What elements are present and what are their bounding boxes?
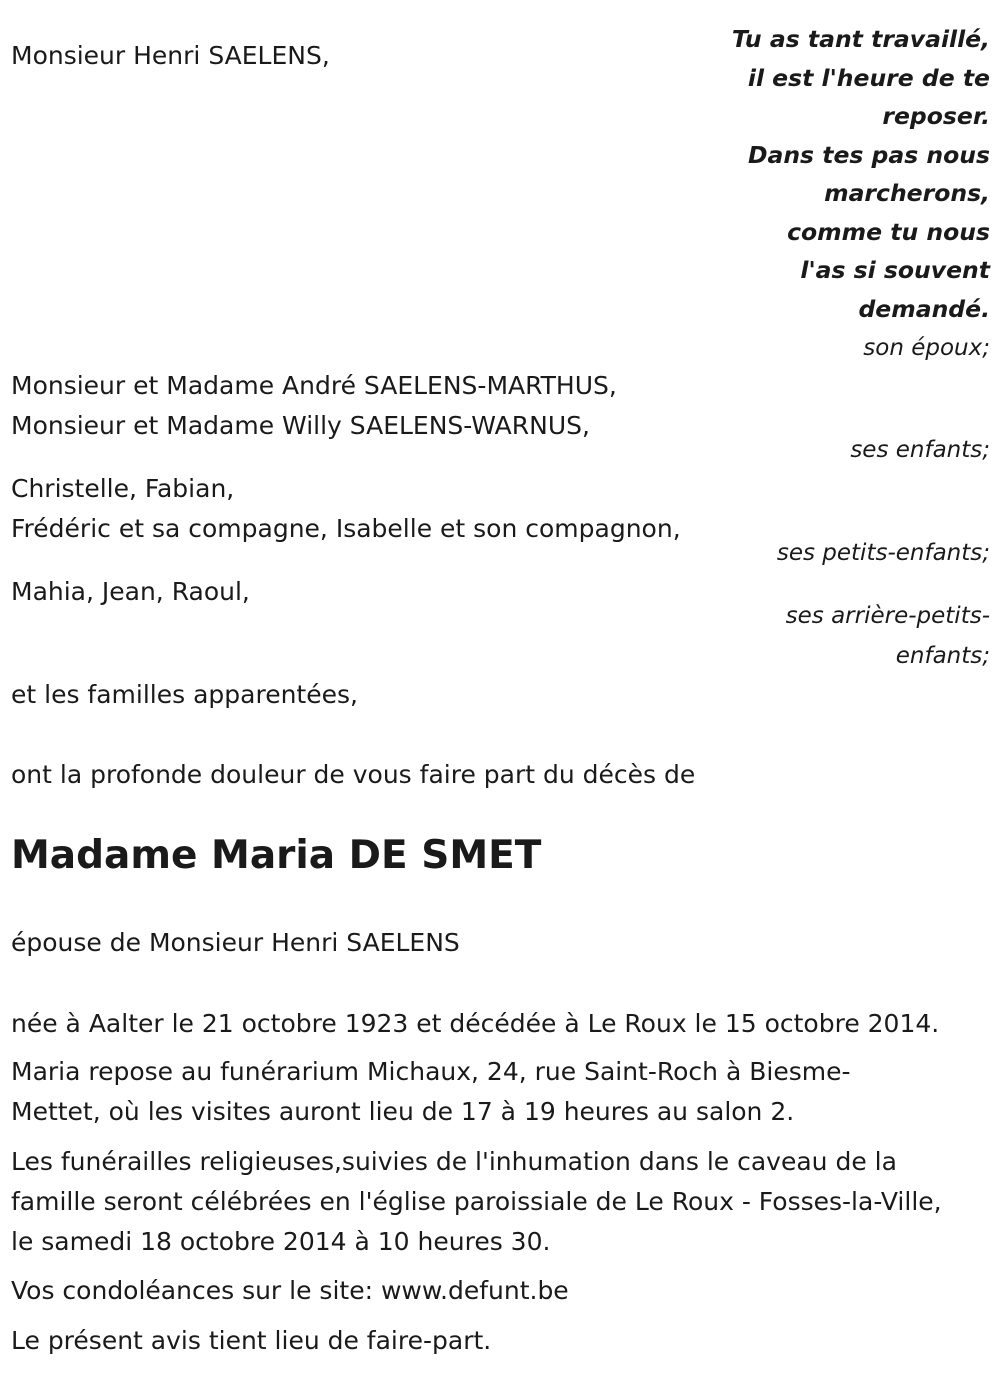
grandchildren-line: Christelle, Fabian, xyxy=(11,474,235,503)
funeral-line: Les funérailles religieuses,suivies de l'inhumation dans le caveau de la xyxy=(11,1147,897,1176)
children-line: Monsieur et Madame André SAELENS-MARTHUS, xyxy=(11,371,617,400)
relation-great-grandchildren: ses arrière-petits- xyxy=(785,603,990,629)
poem-line: Dans tes pas nous xyxy=(747,140,990,169)
poem xyxy=(690,20,990,328)
relation-great-grandchildren: enfants; xyxy=(895,643,990,669)
poem-line: l'as si souvent xyxy=(800,256,990,284)
funeral-line: le samedi 18 octobre 2014 à 10 heures 30. xyxy=(11,1227,551,1256)
relation-children: ses enfants; xyxy=(850,437,990,463)
deceased-name: Madame Maria DE SMET xyxy=(11,833,542,878)
poem-line: il est l'heure de te xyxy=(747,63,990,92)
funeral-line: famille seront célébrées en l'église paroissiale de Le Roux - Fosses-la-Ville, xyxy=(11,1187,942,1216)
notice-line: Le présent avis tient lieu de faire-part. xyxy=(11,1326,492,1355)
great-grandchildren-line: Mahia, Jean, Raoul, xyxy=(11,577,250,606)
poem-line: comme tu nous xyxy=(787,217,990,246)
grandchildren-line: Frédéric et sa compagne, Isabelle et son compagnon, xyxy=(11,514,681,543)
poem-line: Tu as tant travaillé, xyxy=(731,25,990,53)
condolences-line: Vos condoléances sur le site: www.defunt.be xyxy=(11,1276,569,1305)
rest-line: Maria repose au funérarium Michaux, 24, rue Saint-Roch à Biesme- xyxy=(11,1057,851,1086)
poem-line: demandé. xyxy=(858,294,990,323)
children-line: Monsieur et Madame Willy SAELENS-WARNUS, xyxy=(11,411,590,440)
husband-line: Monsieur Henri SAELENS, xyxy=(11,41,330,70)
rest-line: Mettet, où les visites auront lieu de 17 à 19 heures au salon 2. xyxy=(11,1097,795,1126)
poem-line: reposer. xyxy=(882,102,990,130)
birth-death-line: née à Aalter le 21 octobre 1923 et décédée à Le Roux le 15 octobre 2014. xyxy=(11,1009,940,1038)
families-line: et les familles apparentées, xyxy=(11,680,358,709)
relation-spouse: son époux; xyxy=(863,335,990,361)
announcement-line: ont la profonde douleur de vous faire part du décès de xyxy=(11,760,696,789)
poem-line: marcherons, xyxy=(824,179,990,207)
spouse-of-line: épouse de Monsieur Henri SAELENS xyxy=(11,928,460,957)
relation-grandchildren: ses petits-enfants; xyxy=(776,540,990,566)
